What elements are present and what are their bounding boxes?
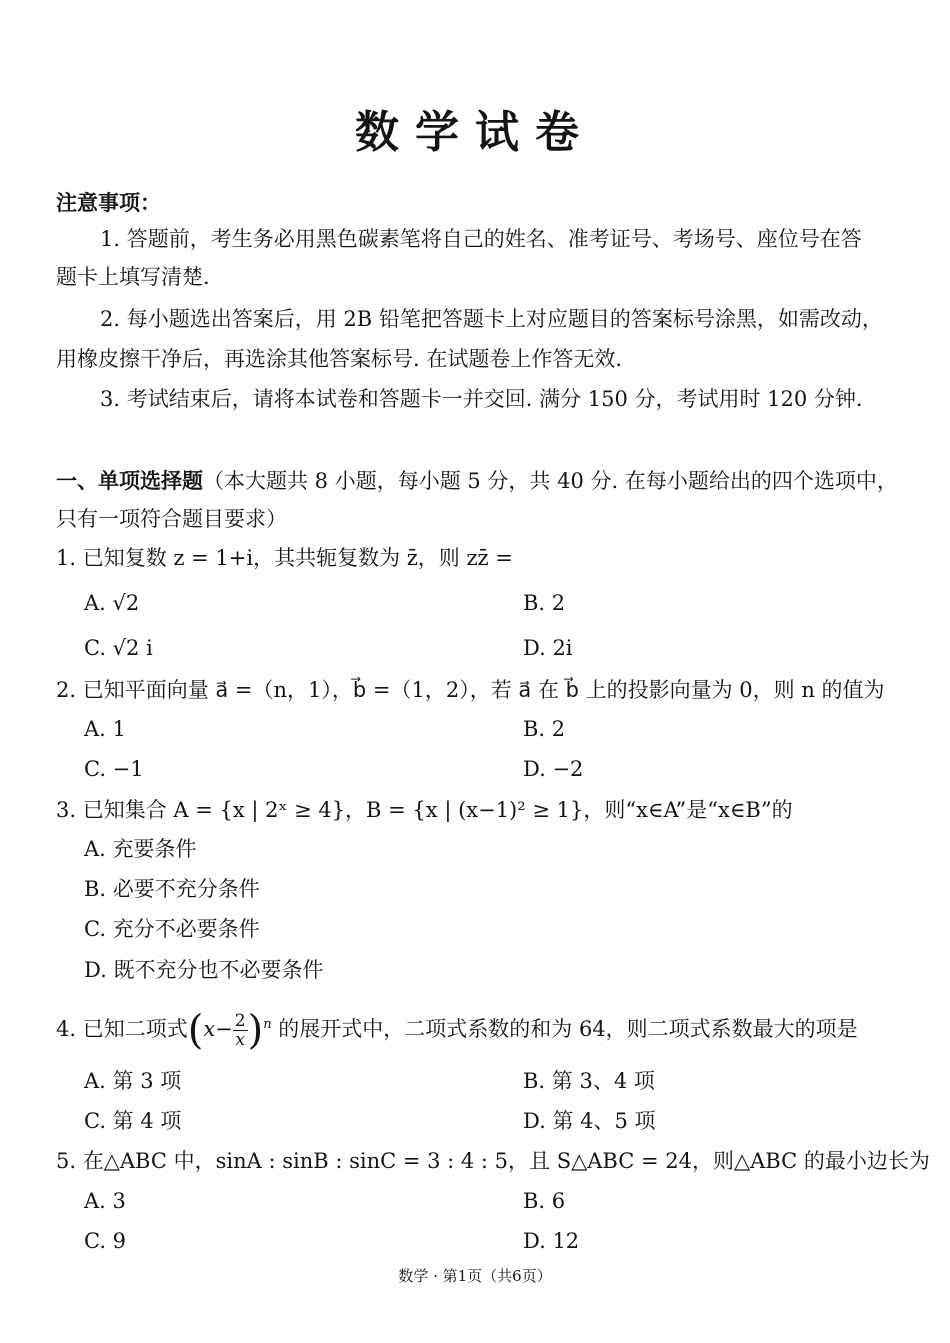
notice-item-1-cont: 题卡上填写清楚. [56, 265, 210, 289]
notice-item-2: 2. 每小题选出答案后，用 2B 铅笔把答题卡上对应题目的答案标号涂黑，如需改动， [100, 307, 883, 331]
question-3-option-b: B. 必要不充分条件 [84, 877, 260, 901]
question-2-option-d: D. −2 [523, 757, 584, 781]
page-footer: 数学 · 第1页（共6页） [398, 1267, 552, 1285]
question-1-option-b: B. 2 [523, 591, 566, 615]
question-2-option-c: C. −1 [84, 757, 144, 781]
question-5-option-d: D. 12 [523, 1229, 580, 1253]
question-1-option-d: D. 2i [523, 636, 573, 660]
question-2-option-b: B. 2 [523, 717, 566, 741]
question-2-option-a: A. 1 [84, 717, 126, 741]
section-1-heading: 一、单项选择题 [56, 469, 203, 493]
notice-heading: 注意事项： [56, 191, 161, 215]
question-1-option-a: A. √2 [84, 591, 140, 615]
question-2-stem: 2. 已知平面向量 a⃗ =（n，1），b⃗ =（1，2），若 a⃗ 在 b⃗ 上的投影向量为 0，则 n 的值为 [56, 678, 885, 702]
notice-item-3: 3. 考试结束后，请将本试卷和答题卡一并交回. 满分 150 分，考试用时 120 分钟. [100, 387, 863, 411]
question-4-stem: 4. 已知二项式(x− $\frac{2}{x}$ )$^n$ 的展开式中，二项式系数的和为 64，则二项式系数最大的项是 [56, 1007, 858, 1054]
question-5-option-c: C. 9 [84, 1229, 127, 1253]
question-3-option-d: D. 既不充分也不必要条件 [84, 958, 324, 982]
page-title: 数学试卷 [355, 107, 595, 158]
question-4-stem-suffix: 的展开式中，二项式系数的和为 64，则二项式系数最大的项是 [278, 1017, 858, 1041]
section-1-desc: （本大题共 8 小题，每小题 5 分，共 40 分. 在每小题给出的四个选项中， [203, 469, 898, 493]
notice-item-1: 1. 答题前，考生务必用黑色碳素笔将自己的姓名、准考证号、考场号、座位号在答 [100, 227, 862, 251]
question-4-stem-prefix: 4. 已知二项式 [56, 1017, 188, 1041]
notice-item-2-cont: 用橡皮擦干净后，再选涂其他答案标号. 在试题卷上作答无效. [56, 347, 623, 371]
question-3-option-a: A. 充要条件 [84, 837, 197, 861]
question-3-stem: 3. 已知集合 A = {x | 2ˣ ≥ 4}，B = {x | (x−1)² ≥ 1}，则“x∈A”是“x∈B”的 [56, 798, 793, 822]
question-4-option-b: B. 第 3、4 项 [523, 1069, 655, 1093]
section-1-header [56, 466, 910, 496]
left-paren: ( [187, 1007, 204, 1054]
question-1-option-c: C. √2 i [84, 636, 153, 660]
question-5-option-b: B. 6 [523, 1189, 566, 1213]
question-1-stem: 1. 已知复数 z = 1+i，其共轭复数为 z̄，则 zz̄ = [56, 546, 513, 570]
question-4-option-c: C. 第 4 项 [84, 1109, 182, 1133]
question-4-option-d: D. 第 4、5 项 [523, 1109, 656, 1133]
question-5-stem: 5. 在△ABC 中，sinA : sinB : sinC = 3 : 4 : 5，且 S△ABC = 24，则△ABC 的最小边长为 [56, 1149, 930, 1173]
question-4-option-a: A. 第 3 项 [84, 1069, 182, 1093]
question-5-option-a: A. 3 [84, 1189, 126, 1213]
exponent-n: n [263, 1017, 272, 1032]
fraction-denominator: x [235, 1030, 245, 1050]
fraction [233, 1012, 248, 1049]
section-1-desc-cont: 只有一项符合题目要求） [56, 507, 287, 531]
right-paren: ) [247, 1007, 264, 1054]
fraction-numerator: 2 [234, 1011, 246, 1031]
question-3-option-c: C. 充分不必要条件 [84, 917, 260, 941]
